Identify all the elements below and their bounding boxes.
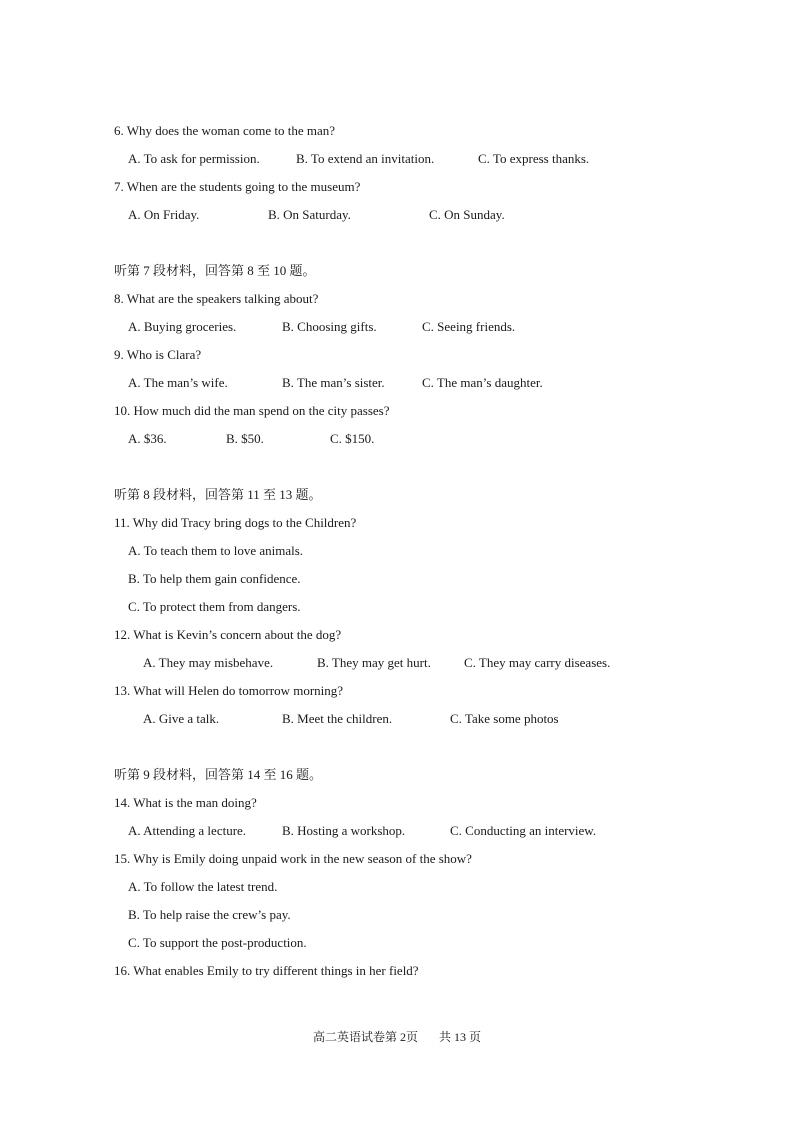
q6-option-a: A. To ask for permission. bbox=[128, 151, 260, 166]
question-13: 13. What will Helen do tomorrow morning? bbox=[114, 683, 344, 698]
question-14: 14. What is the man doing? bbox=[114, 795, 257, 810]
q9-option-a: A. The man’s wife. bbox=[128, 375, 228, 390]
q8-option-b: B. Choosing gifts. bbox=[282, 319, 377, 334]
section-8-instruction: 听第 8 段材料，回答第 11 至 13 题。 bbox=[114, 487, 322, 502]
q8-option-a: A. Buying groceries. bbox=[128, 319, 237, 334]
q11-option-a: A. To teach them to love animals. bbox=[128, 543, 304, 558]
question-6: 6. Why does the woman come to the man? bbox=[114, 123, 336, 138]
q15-option-b: B. To help raise the crew’s pay. bbox=[128, 907, 291, 922]
q10-option-b: B. $50. bbox=[226, 431, 264, 446]
q10-option-a: A. $36. bbox=[128, 431, 167, 446]
q13-option-a: A. Give a talk. bbox=[143, 711, 220, 726]
q10-option-c: C. $150. bbox=[330, 431, 375, 446]
q7-option-a: A. On Friday. bbox=[128, 207, 200, 222]
footer-page-info: 高二英语试卷第 2页 bbox=[312, 1030, 418, 1044]
q6-option-b: B. To extend an invitation. bbox=[296, 151, 435, 166]
q11-option-b: B. To help them gain confidence. bbox=[128, 571, 301, 586]
question-8: 8. What are the speakers talking about? bbox=[114, 291, 319, 306]
page-footer bbox=[0, 1028, 794, 1045]
q13-option-b: B. Meet the children. bbox=[282, 711, 393, 726]
q9-option-b: B. The man’s sister. bbox=[282, 375, 385, 390]
q13-option-c: C. Take some photos bbox=[450, 711, 559, 726]
q7-option-c: C. On Sunday. bbox=[429, 207, 505, 222]
q12-option-b: B. They may get hurt. bbox=[317, 655, 431, 670]
q14-option-a: A. Attending a lecture. bbox=[128, 823, 247, 838]
footer-total-pages: 共 13 页 bbox=[439, 1030, 482, 1044]
q7-option-b: B. On Saturday. bbox=[268, 207, 351, 222]
q11-option-c: C. To protect them from dangers. bbox=[128, 599, 301, 614]
question-12: 12. What is Kevin’s concern about the dog? bbox=[114, 627, 342, 642]
q14-option-b: B. Hosting a workshop. bbox=[282, 823, 406, 838]
q15-option-c: C. To support the post-production. bbox=[128, 935, 307, 950]
q9-option-c: C. The man’s daughter. bbox=[422, 375, 543, 390]
q15-option-a: A. To follow the latest trend. bbox=[128, 879, 278, 894]
question-7: 7. When are the students going to the museum? bbox=[114, 179, 361, 194]
q12-option-c: C. They may carry diseases. bbox=[464, 655, 611, 670]
q14-option-c: C. Conducting an interview. bbox=[450, 823, 597, 838]
q8-option-c: C. Seeing friends. bbox=[422, 319, 516, 334]
q12-option-a: A. They may misbehave. bbox=[143, 655, 274, 670]
question-15: 15. Why is Emily doing unpaid work in the new season of the show? bbox=[114, 851, 472, 866]
question-9: 9. Who is Clara? bbox=[114, 347, 202, 362]
section-9-instruction: 听第 9 段材料，回答第 14 至 16 题。 bbox=[114, 767, 323, 782]
question-10: 10. How much did the man spend on the city passes? bbox=[114, 403, 390, 418]
question-11: 11. Why did Tracy bring dogs to the Children? bbox=[114, 515, 357, 530]
section-7-instruction: 听第 7 段材料，回答第 8 至 10 题。 bbox=[114, 263, 316, 278]
q6-option-c: C. To express thanks. bbox=[478, 151, 590, 166]
question-16: 16. What enables Emily to try different things in her field? bbox=[114, 963, 419, 978]
